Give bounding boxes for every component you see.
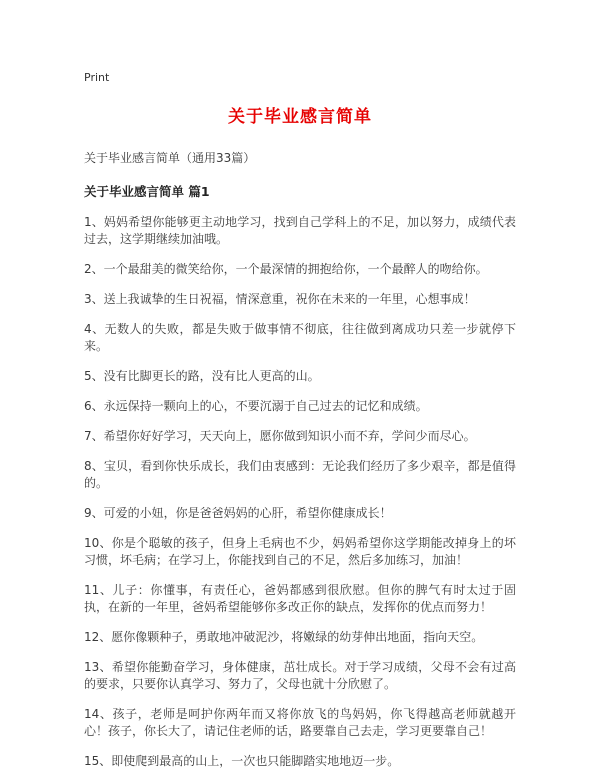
print-button[interactable]: Print (84, 71, 110, 84)
paragraph: 14、孩子，老师是呵护你两年而又将你放飞的鸟妈妈，你飞得越高老师就越开心！孩子，你长大了，请记住老师的话，路要靠自己去走，学习更要靠自己！ (84, 707, 516, 738)
paragraph: 3、送上我诚挚的生日祝福，情深意重，祝你在未来的一年里，心想事成！ (84, 292, 476, 306)
paragraph: 11、儿子：你懂事，有责任心，爸妈都感到很欣慰。但你的脾气有时太过于固执，在新的一年里，爸妈希望能够你多改正你的缺点，发挥你的优点而努力！ (84, 583, 516, 614)
paragraph: 5、没有比脚更长的路，没有比人更高的山。 (84, 369, 320, 383)
page-title: 关于毕业感言简单 (228, 107, 372, 127)
paragraph: 4、无数人的失败，都是失败于做事情不彻底，往往做到离成功只差一步就停下来。 (84, 322, 516, 353)
paragraph: 15、即使爬到最高的山上，一次也只能脚踏实地地迈一步。 (84, 754, 400, 768)
paragraph: 7、希望你好好学习，天天向上，愿你做到知识小而不弃，学问少而尽心。 (84, 429, 476, 443)
paragraph: 2、一个最甜美的微笑给你，一个最深情的拥抱给你，一个最醉人的吻给你。 (84, 262, 488, 276)
paragraph: 8、宝贝，看到你快乐成长，我们由衷感到：无论我们经历了多少艰辛，都是值得的。 (84, 459, 516, 490)
paragraph: 9、可爱的小妞，你是爸爸妈妈的心肝，希望你健康成长！ (84, 506, 392, 520)
section-heading: 关于毕业感言简单 篇1 (84, 184, 210, 199)
paragraph: 1、妈妈希望你能够更主动地学习，找到自己学科上的不足，加以努力，成绩代表过去，这学期继续加油哦。 (84, 215, 516, 246)
paragraph-list (84, 214, 516, 770)
document-subtitle: 关于毕业感言简单（通用33篇） (84, 151, 256, 165)
paragraph: 10、你是个聪敏的孩子，但身上毛病也不少，妈妈希望你这学期能改掉身上的坏习惯，坏毛病；在学习上，你能找到自己的不足，然后多加练习，加油！ (84, 536, 516, 567)
paragraph: 12、愿你像颗种子，勇敢地冲破泥沙，将嫩绿的幼芽伸出地面，指向天空。 (84, 630, 484, 644)
paragraph: 13、希望你能勤奋学习，身体健康，茁壮成长。对于学习成绩，父母不会有过高的要求，只要你认真学习、努力了，父母也就十分欣慰了。 (84, 660, 516, 691)
paragraph: 6、永远保持一颗向上的心，不要沉溺于自己过去的记忆和成绩。 (84, 399, 428, 413)
